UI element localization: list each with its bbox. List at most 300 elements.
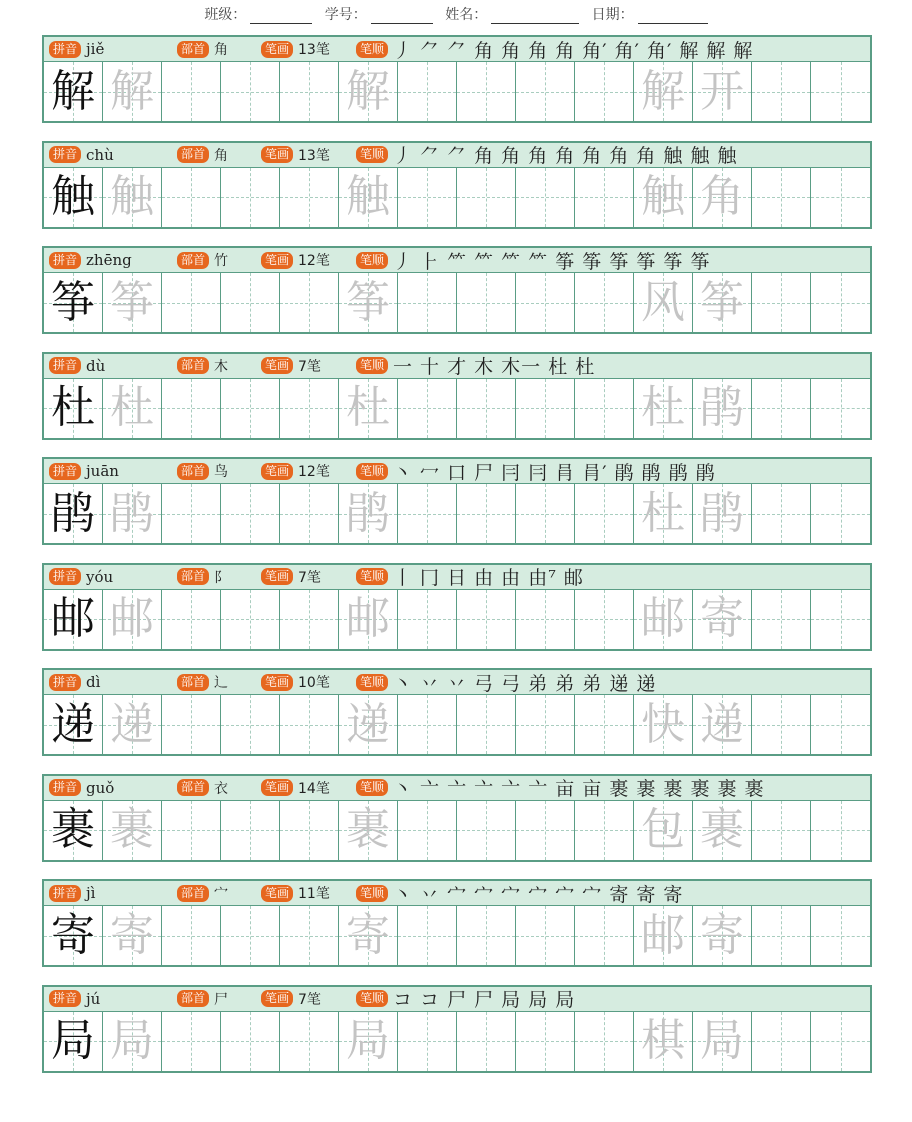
writing-cell[interactable]: [752, 484, 811, 543]
radical-group: [177, 39, 261, 59]
name-field: [445, 4, 579, 24]
stroke-order-group: [356, 563, 870, 590]
writing-cell[interactable]: [339, 590, 398, 649]
writing-cell[interactable]: [516, 379, 575, 438]
writing-cell[interactable]: [162, 273, 221, 332]
writing-cell[interactable]: [221, 379, 280, 438]
writing-cell[interactable]: [44, 801, 103, 860]
writing-cell[interactable]: [44, 484, 103, 543]
trace-character: 包: [641, 804, 685, 855]
writing-cell[interactable]: [280, 273, 339, 332]
pinyin-badge: 拼音: [49, 990, 81, 1007]
writing-cell[interactable]: [280, 484, 339, 543]
writing-cell[interactable]: [811, 62, 870, 121]
stroke-order-badge: 笔顺: [356, 674, 388, 691]
radical-group: [177, 250, 261, 270]
radical-value: 尸: [214, 991, 229, 1008]
writing-cell[interactable]: [457, 62, 516, 121]
trace-character: 解: [110, 65, 154, 117]
writing-cell[interactable]: [575, 801, 634, 860]
trace-character: 筝: [700, 276, 744, 328]
writing-cell[interactable]: [44, 379, 103, 438]
pinyin-group: [49, 779, 177, 797]
writing-cell[interactable]: [162, 379, 221, 438]
radical-value: 角: [214, 147, 229, 164]
writing-cell[interactable]: [752, 906, 811, 965]
radical-group: [177, 672, 261, 692]
radical-value: 阝: [214, 569, 229, 586]
writing-cell[interactable]: [752, 168, 811, 227]
radical-value: 鸟: [214, 464, 229, 480]
stroke-order-sequence: 丨 冂 日 由 由 由⁷ 邮: [393, 567, 584, 589]
stroke-order-group: [356, 985, 870, 1012]
pinyin-badge: 拼音: [49, 252, 81, 269]
writing-cell[interactable]: [162, 1012, 221, 1071]
writing-cell[interactable]: [398, 379, 457, 438]
stroke-count-value: 10笔: [298, 675, 330, 691]
writing-cell[interactable]: [44, 1012, 103, 1071]
writing-cell[interactable]: [575, 379, 634, 438]
writing-cell[interactable]: [280, 62, 339, 121]
character-block: [42, 246, 872, 352]
writing-cell[interactable]: [103, 62, 162, 121]
stroke-count-badge: 笔画: [261, 885, 293, 902]
stroke-order-sequence: 丶 丷 宀 宀 宀 宀 宀 宀 寄 寄 寄: [393, 883, 684, 906]
pinyin-group: [49, 673, 177, 691]
stroke-count-badge: 笔画: [261, 252, 293, 269]
pinyin-badge: 拼音: [49, 357, 81, 374]
pinyin-badge: 拼音: [49, 885, 81, 902]
writing-cell[interactable]: [575, 168, 634, 227]
stroke-order-badge: 笔顺: [356, 568, 388, 585]
writing-cell[interactable]: [280, 695, 339, 754]
writing-cell[interactable]: [44, 168, 103, 227]
date-blank: [638, 9, 708, 24]
stroke-count-badge: 笔画: [261, 568, 293, 585]
radical-badge: 部首: [177, 779, 209, 796]
writing-cell[interactable]: [693, 273, 752, 332]
writing-cell[interactable]: [398, 168, 457, 227]
stroke-count-badge: 笔画: [261, 146, 293, 163]
stroke-count-group: [261, 567, 356, 587]
stroke-order-sequence: 丶 丷 丷 弓 弓 弟 弟 弟 递 递: [393, 672, 657, 695]
trace-character: 杜: [641, 382, 685, 433]
writing-cell[interactable]: [280, 379, 339, 438]
writing-cell[interactable]: [280, 1012, 339, 1071]
pinyin-group: [49, 40, 177, 58]
writing-cell[interactable]: [457, 273, 516, 332]
pinyin-group: [49, 251, 177, 269]
writing-cell[interactable]: [339, 484, 398, 543]
radical-badge: 部首: [177, 146, 209, 163]
trace-character: 局: [346, 1015, 390, 1066]
writing-cell[interactable]: [103, 379, 162, 438]
radical-group: [177, 989, 261, 1009]
writing-cell[interactable]: [398, 590, 457, 649]
writing-cell[interactable]: [221, 62, 280, 121]
stroke-count-badge: 笔画: [261, 41, 293, 58]
stroke-count-group: [261, 145, 356, 165]
writing-cell[interactable]: [634, 484, 693, 543]
character-info-bar: [42, 879, 872, 906]
writing-cell[interactable]: [752, 379, 811, 438]
trace-character: 寄: [346, 909, 390, 961]
model-character: 裹: [51, 804, 95, 855]
writing-cell[interactable]: [516, 590, 575, 649]
writing-cell[interactable]: [634, 62, 693, 121]
writing-cell[interactable]: [398, 695, 457, 754]
character-block: [42, 668, 872, 774]
writing-cell[interactable]: [634, 801, 693, 860]
writing-cell[interactable]: [162, 590, 221, 649]
writing-cell[interactable]: [752, 590, 811, 649]
writing-cell[interactable]: [811, 379, 870, 438]
writing-cell[interactable]: [221, 1012, 280, 1071]
radical-badge: 部首: [177, 41, 209, 58]
trace-character: 邮: [641, 593, 685, 644]
character-info-bar: [42, 563, 872, 590]
writing-cell[interactable]: [339, 273, 398, 332]
writing-cell[interactable]: [221, 801, 280, 860]
pinyin-group: [49, 146, 177, 164]
date-label: 日期：: [591, 7, 634, 23]
character-block: [42, 141, 872, 247]
character-info-bar: [42, 457, 872, 484]
radical-badge: 部首: [177, 357, 209, 374]
radical-group: [177, 778, 261, 798]
writing-cell[interactable]: [516, 168, 575, 227]
radical-badge: 部首: [177, 674, 209, 691]
trace-character: 触: [346, 171, 390, 222]
class-blank: [250, 9, 312, 24]
character-info-bar: [42, 352, 872, 379]
writing-cell[interactable]: [44, 695, 103, 754]
writing-cell[interactable]: [103, 1012, 162, 1071]
writing-cell[interactable]: [752, 1012, 811, 1071]
writing-cell[interactable]: [162, 801, 221, 860]
stroke-count-group: [261, 250, 356, 270]
writing-cell[interactable]: [575, 62, 634, 121]
writing-cell[interactable]: [457, 484, 516, 543]
writing-cell[interactable]: [221, 590, 280, 649]
writing-cell[interactable]: [575, 695, 634, 754]
stroke-count-value: 11笔: [298, 886, 330, 902]
writing-cell[interactable]: [339, 62, 398, 121]
writing-cell[interactable]: [103, 906, 162, 965]
radical-group: [177, 883, 261, 903]
character-info-bar: [42, 141, 872, 168]
writing-cell[interactable]: [221, 168, 280, 227]
writing-cell[interactable]: [811, 1012, 870, 1071]
writing-cell[interactable]: [44, 590, 103, 649]
radical-value: 辶: [214, 675, 229, 691]
writing-cell[interactable]: [693, 1012, 752, 1071]
writing-cell[interactable]: [162, 695, 221, 754]
writing-cell[interactable]: [575, 906, 634, 965]
stroke-order-group: [356, 352, 870, 379]
writing-cell[interactable]: [811, 801, 870, 860]
trace-character: 裹: [700, 804, 744, 855]
stroke-count-group: [261, 883, 356, 903]
trace-character: 寄: [110, 909, 154, 961]
writing-cell[interactable]: [811, 273, 870, 332]
writing-cell[interactable]: [516, 801, 575, 860]
writing-cell[interactable]: [457, 379, 516, 438]
trace-character: 风: [641, 276, 685, 328]
stroke-order-group: [356, 880, 870, 907]
trace-character: 杜: [641, 487, 685, 539]
trace-character: 筝: [346, 276, 390, 328]
stroke-order-sequence: 一 十 才 木 木一 杜 杜: [393, 356, 596, 378]
writing-cell[interactable]: [398, 801, 457, 860]
model-character: 局: [51, 1015, 95, 1066]
trace-character: 鹃: [346, 487, 390, 539]
stroke-count-value: 14笔: [298, 780, 330, 797]
writing-cell[interactable]: [752, 695, 811, 754]
trace-character: 鹃: [700, 487, 744, 539]
writing-cell[interactable]: [516, 695, 575, 754]
writing-cell[interactable]: [693, 379, 752, 438]
stroke-count-value: 7笔: [298, 991, 321, 1008]
writing-cell[interactable]: [398, 62, 457, 121]
trace-character: 鹃: [110, 487, 154, 539]
stroke-count-value: 13笔: [298, 42, 330, 58]
writing-cell[interactable]: [398, 1012, 457, 1071]
writing-cell[interactable]: [752, 801, 811, 860]
stroke-order-badge: 笔顺: [356, 990, 388, 1007]
writing-cell[interactable]: [575, 484, 634, 543]
pinyin-value: zhēng: [86, 251, 132, 269]
pinyin-badge: 拼音: [49, 568, 81, 585]
pinyin-value: jú: [86, 989, 101, 1008]
writing-cell[interactable]: [457, 801, 516, 860]
trace-character: 棋: [641, 1015, 685, 1066]
writing-cell[interactable]: [634, 168, 693, 227]
stroke-count-value: 7笔: [298, 358, 321, 375]
writing-cell[interactable]: [693, 801, 752, 860]
radical-value: 衣: [214, 780, 229, 797]
writing-cell[interactable]: [634, 379, 693, 438]
writing-cell[interactable]: [339, 1012, 398, 1071]
writing-grid: [42, 484, 872, 545]
radical-badge: 部首: [177, 252, 209, 269]
trace-character: 局: [700, 1015, 744, 1066]
stroke-count-badge: 笔画: [261, 463, 293, 480]
writing-cell[interactable]: [44, 273, 103, 332]
model-character: 鹃: [51, 487, 95, 539]
stroke-count-group: [261, 672, 356, 692]
writing-cell[interactable]: [516, 62, 575, 121]
writing-cell[interactable]: [693, 484, 752, 543]
character-block: [42, 457, 872, 563]
stroke-count-group: [261, 989, 356, 1009]
pinyin-badge: 拼音: [49, 41, 81, 58]
trace-character: 杜: [110, 382, 154, 433]
character-block: [42, 985, 872, 1091]
trace-character: 鹃: [700, 382, 744, 433]
writing-cell[interactable]: [221, 906, 280, 965]
writing-cell[interactable]: [162, 168, 221, 227]
character-info-bar: [42, 35, 872, 62]
writing-cell[interactable]: [634, 273, 693, 332]
pinyin-badge: 拼音: [49, 146, 81, 163]
trace-character: 筝: [110, 276, 154, 328]
trace-character: 快: [641, 698, 685, 750]
writing-cell[interactable]: [280, 906, 339, 965]
writing-cell[interactable]: [221, 273, 280, 332]
writing-cell[interactable]: [516, 906, 575, 965]
writing-cell[interactable]: [634, 590, 693, 649]
writing-cell[interactable]: [516, 484, 575, 543]
stroke-order-badge: 笔顺: [356, 357, 388, 374]
writing-cell[interactable]: [162, 484, 221, 543]
writing-cell[interactable]: [457, 695, 516, 754]
writing-cell[interactable]: [575, 273, 634, 332]
writing-cell[interactable]: [103, 590, 162, 649]
writing-cell[interactable]: [221, 695, 280, 754]
trace-character: 邮: [110, 593, 154, 644]
stroke-count-badge: 笔画: [261, 990, 293, 1007]
stroke-order-sequence: 丶 亠 亠 亠 亠 亠 亩 亩 裹 裹 裹 裹 裹 裹: [393, 778, 765, 800]
writing-cell[interactable]: [162, 62, 221, 121]
writing-cell[interactable]: [457, 1012, 516, 1071]
pinyin-value: dì: [86, 673, 101, 691]
trace-character: 递: [346, 698, 390, 750]
stroke-count-badge: 笔画: [261, 674, 293, 691]
radical-group: [177, 461, 261, 481]
character-info-bar: [42, 985, 872, 1012]
writing-cell[interactable]: [575, 1012, 634, 1071]
pinyin-value: jiě: [86, 40, 105, 58]
trace-character: 解: [641, 65, 685, 117]
writing-cell[interactable]: [103, 801, 162, 860]
radical-badge: 部首: [177, 990, 209, 1007]
pinyin-badge: 拼音: [49, 779, 81, 796]
writing-cell[interactable]: [516, 273, 575, 332]
writing-cell[interactable]: [516, 1012, 575, 1071]
stroke-order-group: [356, 774, 870, 801]
stroke-count-badge: 笔画: [261, 357, 293, 374]
stroke-count-group: [261, 39, 356, 59]
writing-cell[interactable]: [339, 379, 398, 438]
writing-cell[interactable]: [398, 273, 457, 332]
trace-character: 寄: [700, 593, 744, 644]
trace-character: 递: [700, 698, 744, 750]
writing-grid: [42, 62, 872, 123]
trace-character: 裹: [110, 804, 154, 855]
writing-cell[interactable]: [162, 906, 221, 965]
trace-character: 邮: [641, 909, 685, 961]
writing-cell[interactable]: [634, 1012, 693, 1071]
model-character: 触: [51, 171, 95, 222]
writing-cell[interactable]: [634, 695, 693, 754]
trace-character: 解: [346, 65, 390, 117]
writing-cell[interactable]: [457, 168, 516, 227]
writing-cell[interactable]: [457, 590, 516, 649]
stroke-order-badge: 笔顺: [356, 146, 388, 163]
stroke-count-badge: 笔画: [261, 779, 293, 796]
writing-cell[interactable]: [693, 906, 752, 965]
writing-cell[interactable]: [339, 906, 398, 965]
stroke-count-group: [261, 356, 356, 376]
pinyin-badge: 拼音: [49, 463, 81, 480]
radical-value: 角: [214, 42, 229, 58]
writing-cell[interactable]: [103, 168, 162, 227]
writing-cell[interactable]: [280, 168, 339, 227]
stroke-order-group: [356, 458, 870, 485]
name-blank: [491, 9, 579, 24]
pinyin-value: dù: [86, 356, 106, 375]
writing-cell[interactable]: [398, 906, 457, 965]
stroke-order-sequence: 丿 ⺊ ⺮ ⺮ ⺮ ⺮ 筝 筝 筝 筝 筝 筝: [393, 250, 711, 273]
pinyin-value: yóu: [86, 567, 114, 586]
writing-cell[interactable]: [693, 62, 752, 121]
writing-cell[interactable]: [752, 273, 811, 332]
student-id-blank: [371, 9, 433, 24]
model-character: 杜: [51, 382, 95, 433]
writing-cell[interactable]: [811, 168, 870, 227]
character-block: [42, 879, 872, 985]
writing-cell[interactable]: [280, 801, 339, 860]
writing-cell[interactable]: [457, 906, 516, 965]
radical-value: 宀: [214, 886, 229, 902]
model-character: 筝: [51, 276, 95, 328]
pinyin-group: [49, 990, 177, 1008]
stroke-count-group: [261, 778, 356, 798]
date-field: [592, 4, 708, 24]
writing-cell[interactable]: [693, 590, 752, 649]
stroke-count-group: [261, 461, 356, 481]
character-block: [42, 774, 872, 880]
writing-cell[interactable]: [398, 484, 457, 543]
writing-cell[interactable]: [221, 484, 280, 543]
pinyin-group: [49, 568, 177, 586]
writing-grid: [42, 801, 872, 862]
pinyin-group: [49, 462, 177, 480]
writing-cell[interactable]: [693, 168, 752, 227]
writing-cell[interactable]: [280, 590, 339, 649]
stroke-order-badge: 笔顺: [356, 252, 388, 269]
writing-cell[interactable]: [339, 801, 398, 860]
writing-cell[interactable]: [811, 695, 870, 754]
writing-cell[interactable]: [811, 590, 870, 649]
trace-character: 触: [641, 171, 685, 222]
writing-cell[interactable]: [811, 484, 870, 543]
writing-cell[interactable]: [103, 695, 162, 754]
model-character: 递: [51, 698, 95, 750]
writing-cell[interactable]: [339, 695, 398, 754]
writing-cell[interactable]: [44, 62, 103, 121]
writing-cell[interactable]: [339, 168, 398, 227]
writing-cell[interactable]: [103, 484, 162, 543]
writing-cell[interactable]: [44, 906, 103, 965]
stroke-count-value: 12笔: [298, 253, 330, 269]
stroke-order-badge: 笔顺: [356, 779, 388, 796]
writing-grid: [42, 168, 872, 229]
writing-grid: [42, 590, 872, 651]
practice-sheet: [42, 35, 872, 1090]
writing-grid: [42, 695, 872, 756]
trace-character: 杜: [346, 382, 390, 433]
writing-cell[interactable]: [693, 695, 752, 754]
writing-cell[interactable]: [811, 906, 870, 965]
stroke-order-badge: 笔顺: [356, 41, 388, 58]
character-info-bar: [42, 246, 872, 273]
writing-cell[interactable]: [752, 62, 811, 121]
writing-cell[interactable]: [575, 590, 634, 649]
writing-cell[interactable]: [103, 273, 162, 332]
writing-cell[interactable]: [634, 906, 693, 965]
